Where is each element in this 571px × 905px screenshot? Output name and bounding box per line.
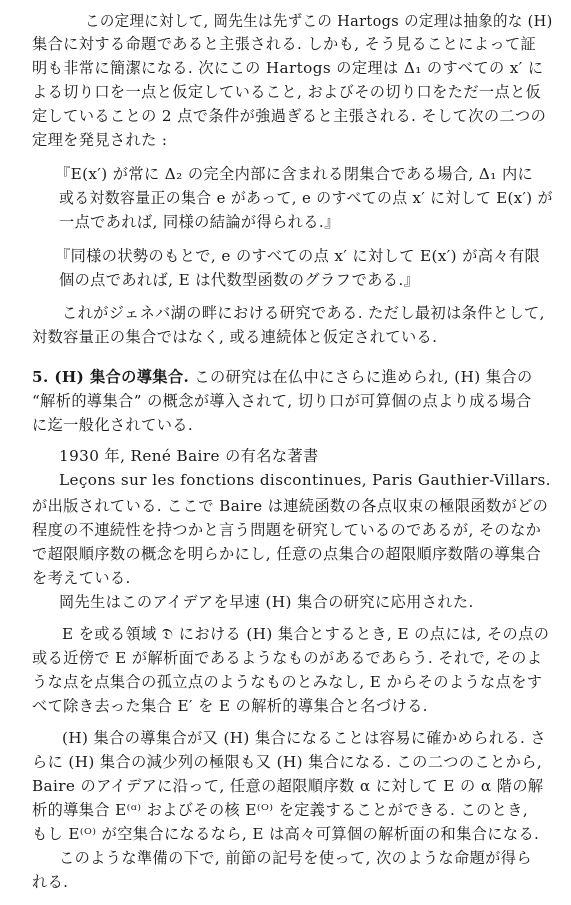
text-line: もし E⁽ᴼ⁾ が空集合になるなら, E は高々可算個の解析面の和集合になる. [32, 825, 540, 843]
text-line: うな点を点集合の孤立点のようなものとみなし, E からそのような点をす [32, 673, 543, 691]
text-line: E を或る領域 𝔇 における (H) 集合とするとき, E の点には, その点の [62, 625, 550, 643]
quote-line: 個の点であれば, E は代数型函数のグラフである.』 [59, 271, 420, 289]
text-line: べて除き去った集合 E′ を E の解析的導集合と名づける. [32, 697, 428, 715]
text-line: 集合に対する命題であると主張される. しかも, そう見ることによって証 [32, 35, 537, 53]
text-line: これがジェネバ湖の畔における研究である. ただし最初は条件として, [62, 304, 545, 322]
quote-line: 『E(x′) が常に Δ₂ の完全内部に含まれる閉集合である場合, Δ₁ 内に [55, 165, 534, 183]
text-line: らに (H) 集合の減少列の極限も又 (H) 集合になる. この二つのことから, [32, 753, 543, 771]
section-heading: 5. (H) 集合の導集合. [32, 368, 190, 386]
text-line: 岡先生はこのアイデアを早速 (H) 集合の研究に応用された. [59, 593, 474, 611]
quote-line: 一点であれば, 同様の結論が得られる.』 [59, 213, 340, 231]
text-line: 程度の不連続性を持つかと言う問題を研究しているのであるが, そのなか [32, 521, 542, 539]
text-line: この定理に対して, 岡先生は先ずこの Hartogs の定理は抽象的な (H) [85, 12, 553, 30]
section-heading-line [32, 367, 533, 387]
text-line: 定理を発見された : [32, 131, 168, 149]
text-line: に迄一般化されている. [32, 416, 194, 434]
text-line: (H) 集合の導集合が又 (H) 集合になることは容易に確かめられる. さ [62, 729, 547, 747]
text-line: れる. [32, 873, 69, 891]
text-line: 析的導集合 E⁽ᵅ⁾ およびその核 E⁽ᴼ⁾ を定義することができる. このとき, [32, 801, 529, 819]
text-span: この研究は在仏中にさらに進められ, (H) 集合の [194, 368, 533, 386]
text-line: で超限順序数の概念を明らかにし, 任意の点集合の超限順序数階の導集合 [32, 545, 542, 563]
quote-line: 『同様の状勢のもとで, e のすべての点 x′ に対して E(x′) が高々有限 [55, 247, 541, 265]
text-line: 1930 年, René Baire の有名な著書 [59, 447, 319, 465]
text-line: を考えている. [32, 569, 131, 587]
text-line: このような準備の下で, 前節の記号を使って, 次のような命題が得ら [59, 849, 532, 867]
text-line: “解析的導集合” の概念が導入されて, 切り口が可算個の点より成る場合 [32, 392, 532, 410]
text-line: が出版されている. ここで Baire は連続函数の各点収束の極限函数がどの [32, 497, 549, 515]
citation-line: Leçons sur les fonctions discontinues, Paris Gauthier-Villars. [59, 471, 551, 489]
text-line: よる切り口を一点と仮定していること, およびその切り口をただ一点と仮 [32, 83, 542, 101]
text-line: 対数容量正の集合ではなく, 或る連続体と仮定されている. [32, 328, 438, 346]
quote-line: 或る対数容量正の集合 e があって, e のすべての点 x′ に対して E(x′) が [59, 189, 553, 207]
text-line: Baire のアイデアに沿って, 任意の超限順序数 α に対して E の α 階の解 [32, 777, 544, 795]
text-line: 明も非常に簡潔になる. 次にこの Hartogs の定理は Δ₁ のすべての x′ に [32, 59, 544, 77]
text-line: 或る近傍で E が解析面であるようなものがあるであらう. それで, そのよ [32, 649, 543, 667]
text-line: 定していることの 2 点で条件が強過ぎると主張される. そして次の二つの [32, 107, 547, 125]
